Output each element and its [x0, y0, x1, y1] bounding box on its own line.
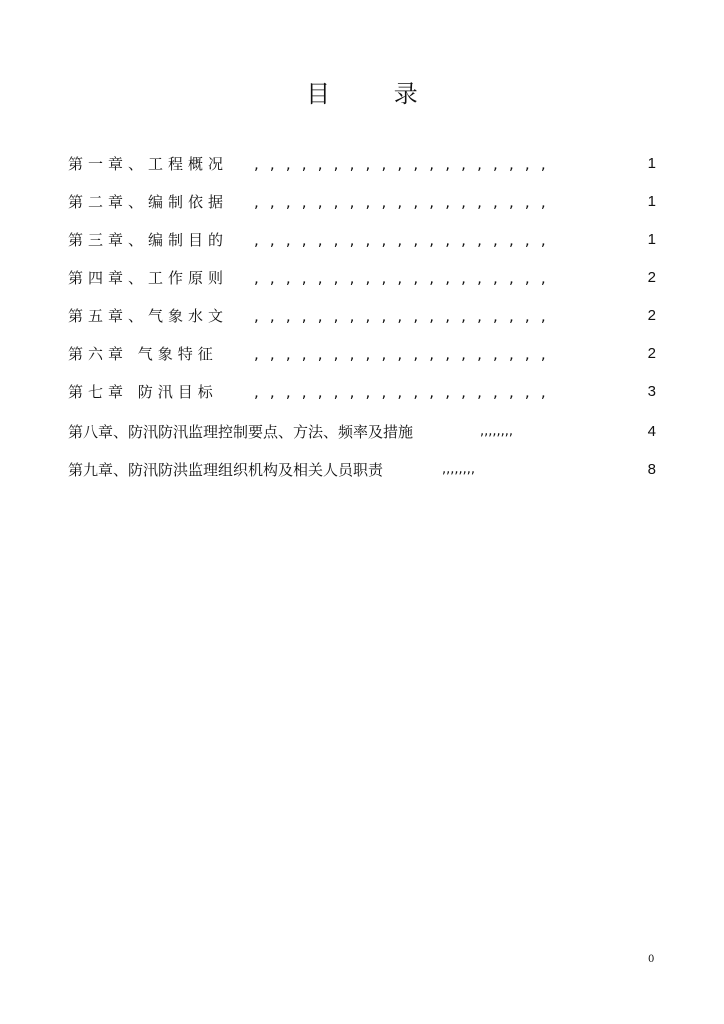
footer-page-number: 0	[648, 954, 655, 965]
toc-entry-page: 2	[647, 307, 656, 324]
toc-entry-leader: ,,,,,,,,	[480, 424, 514, 439]
toc-entry-label: 第六章 气象特征	[68, 345, 218, 363]
toc-entry-chapter-8[interactable]	[68, 420, 656, 444]
toc-entry-page: 2	[647, 269, 656, 286]
toc-entry-chapter-9[interactable]	[68, 458, 656, 482]
toc-entry-label: 第七章 防汛目标	[68, 383, 218, 401]
toc-entry-page: 4	[647, 423, 656, 440]
toc-entry-leader: , , , , , , , , , , , , , , , , , , ,	[254, 383, 549, 401]
toc-entry-leader: , , , , , , , , , , , , , , , , , , ,	[254, 345, 549, 363]
toc-entry-label: 第五章、气象水文	[68, 307, 229, 325]
toc-entry-chapter-1[interactable]	[68, 152, 656, 176]
toc-entry-label: 第二章、编制依据	[68, 193, 229, 211]
toc-entry-label: 第八章、防汛防汛监理控制要点、方法、频率及措施	[68, 423, 414, 441]
toc-entry-leader: , , , , , , , , , , , , , , , , , , ,	[254, 269, 549, 287]
toc-entry-chapter-6[interactable]	[68, 342, 656, 366]
toc-title: 目 录	[306, 80, 446, 108]
toc-entry-page: 8	[647, 461, 656, 478]
toc-entry-chapter-7[interactable]	[68, 380, 656, 404]
toc-entry-leader: , , , , , , , , , , , , , , , , , , ,	[254, 155, 549, 173]
toc-entry-label: 第九章、防汛防洪监理组织机构及相关人员职责	[68, 461, 384, 479]
toc-entry-leader: , , , , , , , , , , , , , , , , , , ,	[254, 193, 549, 211]
toc-entry-page: 3	[647, 383, 656, 400]
toc-entry-leader: , , , , , , , , , , , , , , , , , , ,	[254, 231, 549, 249]
toc-entry-chapter-5[interactable]	[68, 304, 656, 328]
toc-entry-page: 2	[647, 345, 656, 362]
toc-entry-chapter-2[interactable]	[68, 190, 656, 214]
toc-entry-chapter-4[interactable]	[68, 266, 656, 290]
toc-entry-page: 1	[647, 155, 656, 172]
toc-entry-leader: ,,,,,,,,	[442, 462, 476, 477]
toc-entry-page: 1	[647, 231, 656, 248]
toc-entry-leader: , , , , , , , , , , , , , , , , , , ,	[254, 307, 549, 325]
toc-entry-label: 第一章、工程概况	[68, 155, 229, 173]
toc-entry-chapter-3[interactable]	[68, 228, 656, 252]
toc-entry-label: 第三章、编制目的	[68, 231, 229, 249]
toc-entry-label: 第四章、工作原则	[68, 269, 229, 287]
toc-entry-page: 1	[647, 193, 656, 210]
